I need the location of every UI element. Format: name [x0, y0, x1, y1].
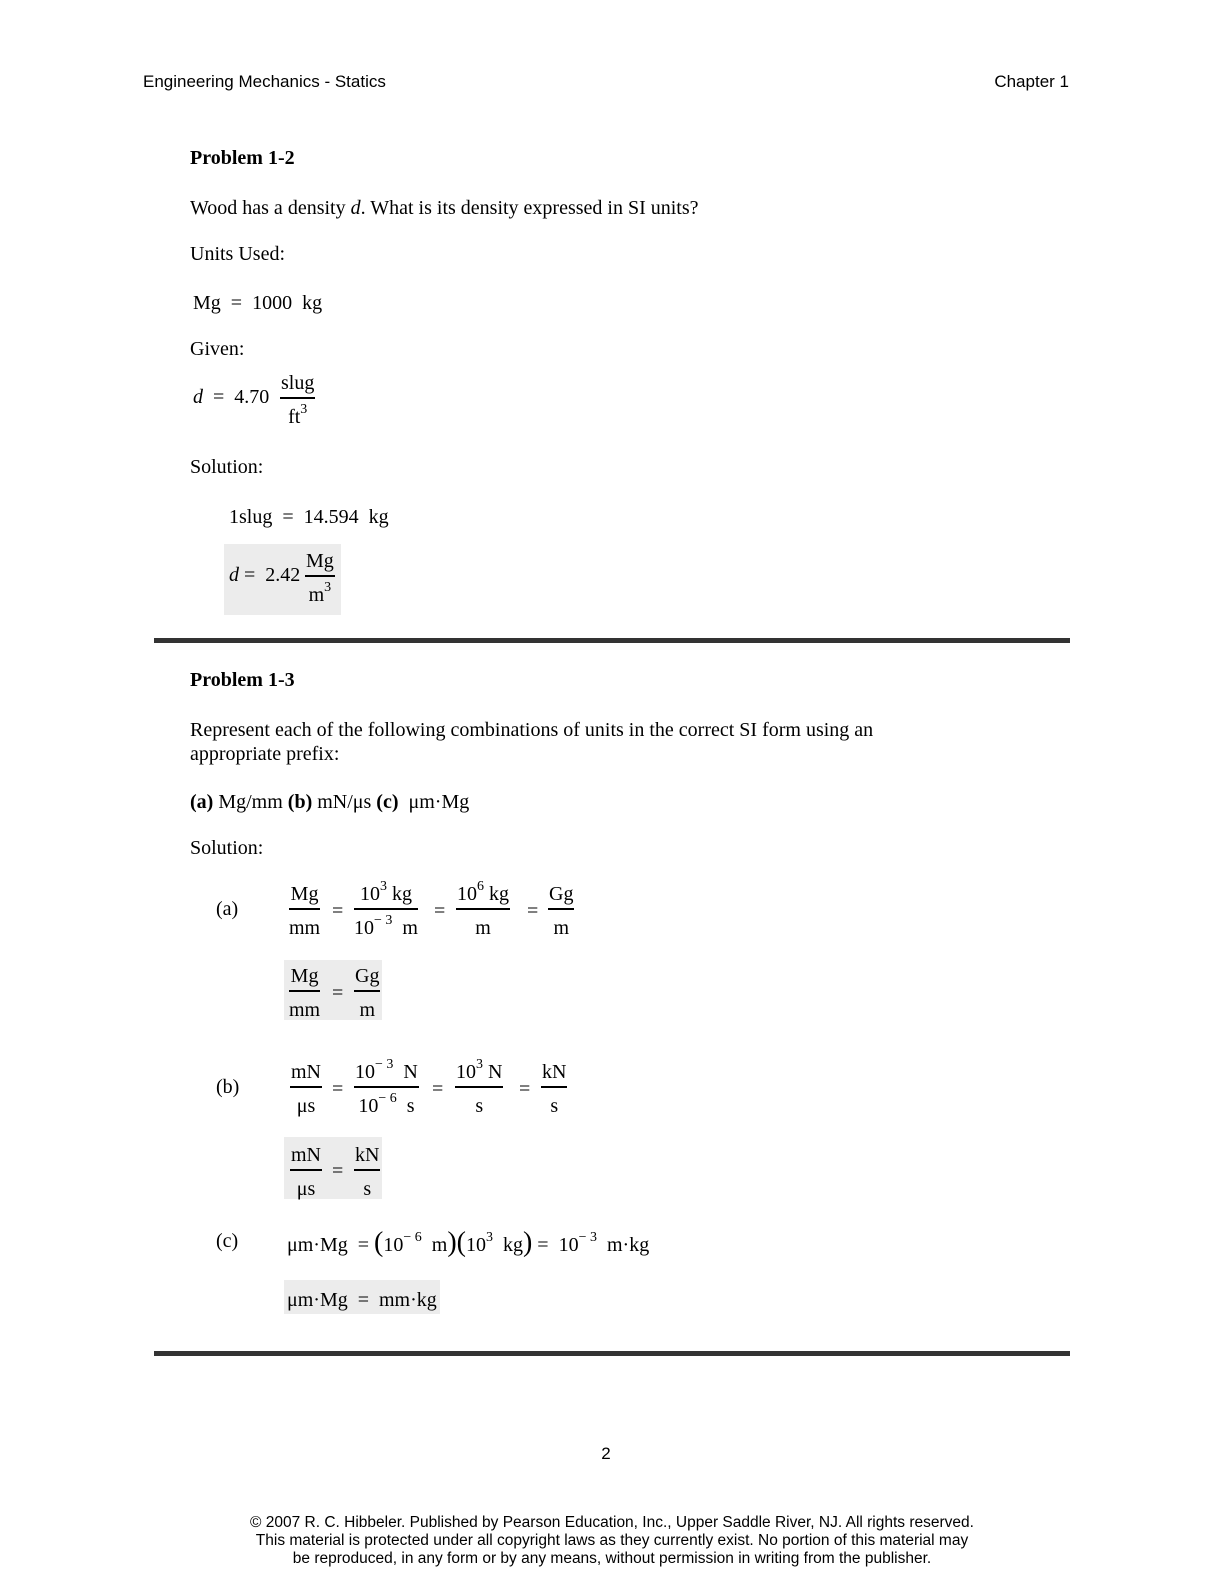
numerator: Gg — [355, 965, 380, 987]
b-fraction-2 — [354, 1057, 419, 1117]
a-fraction-2 — [354, 879, 418, 939]
problem-1-3-statement-line1: Represent each of the following combinations of units in the correct SI form using an — [190, 719, 874, 741]
base: 10 — [359, 883, 380, 905]
paren-open: ( — [456, 1227, 466, 1258]
denominator: μs — [296, 1095, 316, 1117]
part-c-solution-label: (c) — [216, 1230, 239, 1252]
exponent: 3 — [379, 879, 387, 894]
unit: kg — [386, 883, 412, 905]
denominator — [358, 1088, 414, 1116]
given-numerator: slug — [281, 372, 315, 394]
unit: s — [396, 1095, 415, 1117]
problem-1-3-parts — [190, 792, 469, 812]
den-exponent: 3 — [324, 580, 332, 595]
equals-sign: = — [432, 1078, 444, 1100]
den-exponent: 3 — [300, 402, 308, 417]
answer-variable: d — [229, 564, 239, 586]
denominator — [354, 910, 418, 938]
part-a-solution-label: (a) — [216, 898, 239, 920]
denominator: mm — [289, 917, 321, 939]
a-answer-fraction-1 — [289, 966, 320, 1020]
denominator: m — [553, 917, 569, 939]
paren-close: ) — [522, 1227, 533, 1258]
solution-label: Solution: — [190, 456, 264, 478]
denominator: μs — [296, 1178, 316, 1200]
footer-copyright-line1: © 2007 R. C. Hibbeler. Published by Pearson Education, Inc., Upper Saddle River, NJ. All rights reserved. — [250, 1514, 974, 1531]
answer-denominator — [309, 577, 332, 605]
unit: m·kg — [596, 1234, 650, 1256]
statement-text-end: . What is its density expressed in SI units? — [360, 197, 699, 219]
equals-sign: = — [332, 982, 344, 1004]
part-c-text: μm·Mg — [398, 791, 470, 813]
answer-numerator: Mg — [306, 550, 334, 572]
exponent: − 6 — [378, 1091, 397, 1106]
exponent: 6 — [477, 879, 484, 894]
c-equation — [287, 1229, 649, 1257]
equals-sign: = — [332, 1078, 344, 1100]
header-chapter: Chapter 1 — [994, 72, 1069, 91]
unit: N — [483, 1061, 503, 1083]
given-equation — [193, 387, 269, 407]
numerator — [359, 879, 413, 908]
problem-1-3-title: Problem 1-3 — [190, 669, 295, 691]
a-fraction-1 — [289, 884, 320, 938]
numerator: mN — [291, 1061, 321, 1083]
part-b-text: mN/μs — [312, 791, 377, 813]
numerator: Gg — [549, 883, 574, 905]
b-fraction-1 — [290, 1062, 322, 1116]
exponent: − 6 — [403, 1230, 422, 1245]
equals-sign: = — [332, 900, 344, 922]
base: 10 — [465, 1234, 486, 1256]
b-answer-fraction-2 — [354, 1145, 380, 1199]
denominator: s — [363, 1178, 372, 1200]
numerator: Mg — [290, 883, 319, 905]
c-lhs: μm·Mg = — [287, 1234, 370, 1256]
base: 10 — [355, 1061, 375, 1083]
equals-sign: = — [332, 1160, 344, 1182]
denominator: s — [550, 1095, 559, 1117]
denominator: s — [475, 1095, 484, 1117]
numerator — [354, 1057, 419, 1086]
page-number: 2 — [601, 1444, 611, 1463]
problem-1-2-statement — [190, 198, 699, 218]
section-divider — [154, 1351, 1070, 1356]
solution-label-1-3: Solution: — [190, 837, 264, 859]
part-b-label: (b) — [287, 791, 313, 813]
denominator: m — [475, 917, 491, 939]
equals-sign: = — [527, 900, 539, 922]
equals-sign: = — [434, 900, 446, 922]
b-fraction-4 — [541, 1062, 567, 1116]
den-unit: m — [308, 584, 325, 606]
unit: N — [393, 1061, 418, 1083]
denominator: m — [359, 999, 375, 1021]
exponent: 3 — [476, 1057, 483, 1072]
part-a-text: Mg/mm — [213, 791, 288, 813]
a-answer-fraction-2 — [354, 966, 380, 1020]
exponent: 3 — [485, 1230, 493, 1245]
den-unit: ft — [288, 406, 301, 428]
c-answer: μm·Mg = mm·kg — [287, 1289, 437, 1311]
paren-close: ) — [447, 1227, 457, 1258]
exponent: − 3 — [375, 1057, 394, 1072]
unit: kg — [484, 883, 509, 905]
answer-fraction — [305, 551, 335, 605]
section-divider — [154, 638, 1070, 643]
unit: kg — [492, 1234, 523, 1256]
unit: m — [392, 917, 418, 939]
part-c-label: (c) — [376, 791, 399, 813]
slug-conversion: 1slug = 14.594 kg — [229, 506, 389, 528]
numerator: mN — [291, 1144, 321, 1166]
footer-copyright-line3: be reproduced, in any form or by any means, without permission in writing from the publisher. — [292, 1550, 932, 1567]
header-book-title: Engineering Mechanics - Statics — [143, 72, 386, 91]
base: 10 — [457, 883, 477, 905]
given-variable: d — [193, 386, 203, 408]
given-value: = 4.70 — [213, 386, 270, 408]
b-fraction-3 — [455, 1057, 503, 1117]
statement-variable: d — [350, 197, 361, 219]
base: 10 — [358, 1095, 379, 1117]
problem-1-2-title: Problem 1-2 — [190, 147, 295, 169]
numerator — [455, 1057, 503, 1086]
exponent: − 3 — [374, 913, 393, 928]
base: 10 — [456, 1061, 476, 1083]
statement-text: Wood has a density — [190, 197, 351, 219]
denominator: mm — [289, 999, 321, 1021]
part-b-solution-label: (b) — [216, 1076, 240, 1098]
unit: m — [421, 1234, 448, 1256]
answer-value: = 2.42 — [244, 564, 301, 586]
footer-copyright-line2: This material is protected under all copyright laws as they currently exist. No portion of this material may — [255, 1532, 969, 1549]
part-a-label: (a) — [190, 791, 214, 813]
units-equation: Mg = 1000 kg — [193, 292, 323, 314]
a-fraction-3 — [456, 879, 510, 939]
given-denominator — [288, 399, 307, 427]
paren-open: ( — [374, 1227, 384, 1258]
numerator: kN — [355, 1144, 380, 1166]
c-rhs: = 10 — [537, 1234, 579, 1256]
given-fraction — [280, 373, 315, 427]
a-fraction-4 — [548, 884, 574, 938]
numerator: Mg — [290, 965, 319, 987]
numerator — [456, 879, 510, 908]
base: 10 — [354, 917, 374, 939]
base: 10 — [383, 1234, 404, 1256]
b-answer-fraction-1 — [290, 1145, 322, 1199]
answer-equation — [229, 565, 300, 585]
exponent: − 3 — [578, 1230, 597, 1245]
equals-sign: = — [519, 1078, 531, 1100]
given-label: Given: — [190, 338, 245, 360]
units-used-label: Units Used: — [190, 243, 285, 265]
problem-1-3-statement-line2: appropriate prefix: — [190, 743, 340, 765]
numerator: kN — [542, 1061, 567, 1083]
